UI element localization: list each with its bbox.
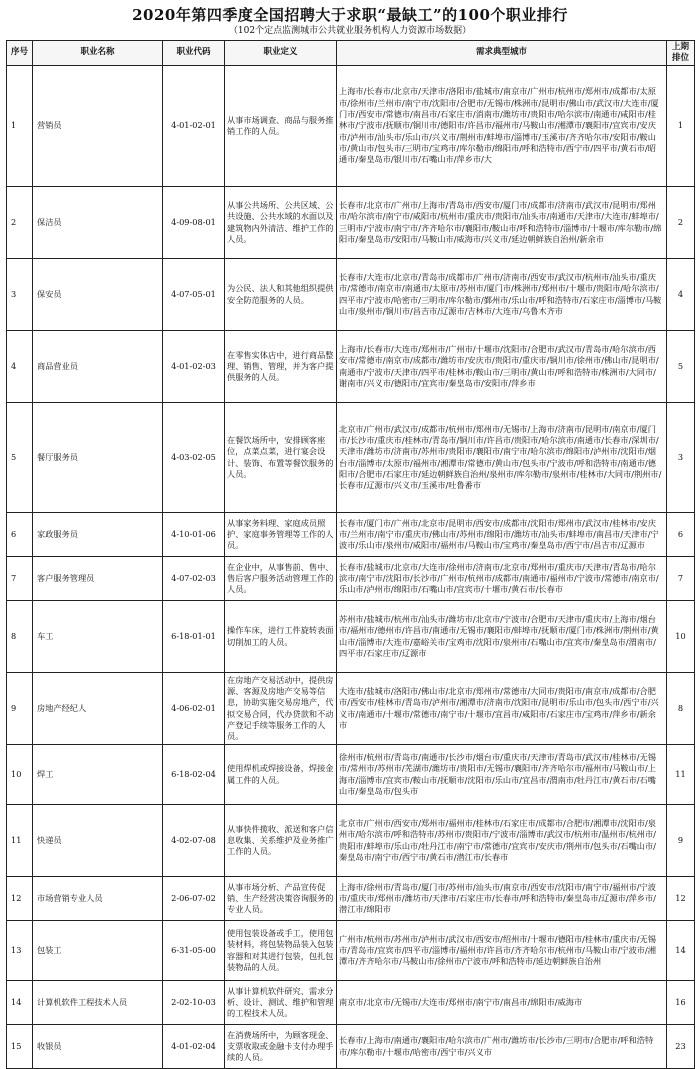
row-number: 9: [7, 673, 33, 745]
occupation-code: 6-18-02-04: [163, 745, 225, 805]
occupation-name: 收银员: [33, 1025, 163, 1069]
table-row: [7, 877, 695, 921]
previous-rank: 3: [667, 403, 695, 513]
typical-cities: 上海市/徐州市/青岛市/厦门市/苏州市/汕头市/南京市/西安市/沈阳市/南宁市/福州市/宁波市/重庆市/郑州市/潍坊市/天津市/石家庄市/长春市/呼和浩特市/秦皇岛市/辽源市/萍乡市/潜江市/绵阳市: [337, 877, 667, 921]
occupation-code: 4-01-02-01: [163, 66, 225, 187]
typical-cities: 上海市/长春市/大连市/郑州市/广州市/十堰市/沈阳市/合肥市/武汉市/青岛市/哈尔滨市/西安市/常德市/南京市/成都市/潍坊市/安庆市/贵阳市/重庆市/铜川市/徐州市/佛山市/昆明市/南通市/宁波市/天津市/四平市/桂林市/鞍山市/三明市/黄山市/呼和浩特市/株洲市/大同市/谢南市/兴义市/德阳市/宜宾市/秦皇岛市/安阳市/萍乡市: [337, 331, 667, 403]
table-row: [7, 1025, 695, 1069]
occupation-code: 4-07-05-01: [163, 259, 225, 331]
occupation-name: 房地产经纪人: [33, 673, 163, 745]
table-row: [7, 921, 695, 981]
typical-cities: 长春市/厦门市/广州市/北京市/昆明市/西安市/成都市/沈阳市/郑州市/武汉市/桂林市/安庆市/兰州市/南宁市/重庆市/佛山市/苏州市/绵阳市/潍坊市/汕头市/蚌埠市/南昌市/天津市/宁波市/乐山市/泉州市/咸阳市/福州市/马鞍山市/宝鸡市/秦皇岛市/西宁市/昌吉市/辽源市: [337, 513, 667, 557]
typical-cities: 大连市/盐城市/洛阳市/佛山市/北京市/郑州市/常德市/大同市/贵阳市/南京市/成都市/合肥市/西安市/桂林市/青岛市/泸州市/湘潭市/济南市/沈阳市/昆明市/乐山市/包头市/西宁市/兴义市/南通市/十堰市/常德市/南宁市/十堰市/宜昌市/咸阳市/石家庄市/宝鸡市/萍乡市/新余市: [337, 673, 667, 745]
previous-rank: 6: [667, 513, 695, 557]
typical-cities: 长春市/盐城市/北京市/大连市/徐州市/济南市/北京市/郑州市/重庆市/天津市/青岛市/哈尔滨市/南宁市/沈阳市/长沙市/广州市/杭州市/成都市/南通市/福州市/宁波市/常德市/南京市/乐山市/泸州市/绵阳市/石嘴山市/宜宾市/十堰市/黄石市/长春市: [337, 557, 667, 601]
ranking-table: [6, 40, 695, 1069]
page-title: 2020年第四季度全国招聘大于求职“最缺工”的100个职业排行: [132, 6, 568, 24]
occupation-definition: 从事快件揽收、派送和客户信息收集、关系维护及业务推广工作的人员。: [225, 805, 337, 877]
previous-rank: 2: [667, 187, 695, 259]
occupation-name: 焊工: [33, 745, 163, 805]
occupation-name: 商品营业员: [33, 331, 163, 403]
row-number: 11: [7, 805, 33, 877]
occupation-code: 6-18-01-01: [163, 601, 225, 673]
previous-rank: 9: [667, 805, 695, 877]
header-code: 职业代码: [163, 41, 225, 66]
table-row: [7, 981, 695, 1025]
occupation-name: 市场营销专业人员: [33, 877, 163, 921]
occupation-code: 4-07-02-03: [163, 557, 225, 601]
occupation-code: 4-01-02-03: [163, 331, 225, 403]
table-header-row: [7, 41, 695, 66]
occupation-definition: 在企业中，从事售前、售中、售后客户服务活动管理工作的人员。: [225, 557, 337, 601]
previous-rank: 5: [667, 331, 695, 403]
typical-cities: 北京市/广州市/武汉市/成都市/杭州市/郑州市/无锡市/上海市/济南市/昆明市/南京市/厦门市/长沙市/重庆市/桂林市/青岛市/铜川市/许昌市/贵阳市/哈尔滨市/南通市/长春市/深圳市/天津市/潍坊市/济南市/苏州市/贵阳市/襄阳市/南宁市/哈尔滨市/绵阳市/泸州市/沈阳市/烟台市/淄博市/太原市/福州市/湘潭市/常德市/黄山市/包头市/宁波市/呼和浩特市/南通市/德阳市/合肥市/石家庄市/延边朝鲜族自治州/泉州市/库尔勒市/泉州市/桂林市/大同市/荆州市/长春市/辽源市/兴义市/玉溪市/吐鲁番市: [337, 403, 667, 513]
header-name: 职业名称: [33, 41, 163, 66]
typical-cities: 广州市/杭州市/苏州市/泸州市/武汉市/西安市/绍州市/十堰市/德阳市/桂林市/重庆市/无锡市/青岛市/宜宾市/四平市/淄博市/福州市/许昌市/齐齐哈尔市/杭州市/马鞍山市/宁波市/湘潭市/齐齐哈尔市/马鞍山市/徐州市/宁波市/呼和浩特市/延边朝鲜族自治州: [337, 921, 667, 981]
occupation-definition: 在餐饮场所中，安排顾客座位，点菜点菜，进行宴会设计、装饰、布置等餐饮服务的人员。: [225, 403, 337, 513]
previous-rank: 14: [667, 921, 695, 981]
typical-cities: 长春市/北京市/广州市/上海市/青岛市/西安市/厦门市/成都市/济南市/武汉市/昆明市/郑州市/哈尔滨市/南宁市/咸阳市/杭州市/重庆市/贵阳市/汕头市/南通市/天津市/大连市/蚌埠市/三明市/宁波市/南宁市/齐齐哈尔市/襄阳市/鞍山市/呼和浩特市/淄博市/十堰市/库尔勒市/绵阳市/秦皇岛市/安阳市/马鞍山市/威海市/兴义市/延边朝鲜族自治州/新余市: [337, 187, 667, 259]
occupation-name: 包装工: [33, 921, 163, 981]
occupation-code: 6-31-05-00: [163, 921, 225, 981]
occupation-definition: 使用包装设备或手工，使用包装材料，将包装物品装入包装容器和对其进行包装，包扎包装物品的人员。: [225, 921, 337, 981]
row-number: 14: [7, 981, 33, 1025]
typical-cities: 北京市/广州市/西安市/郑州市/福州市/桂林市/石家庄市/成都市/合肥市/湘潭市/沈阳市/泉州市/哈尔滨市/呼和浩特市/苏州市/贵阳市/宁波市/淄博市/武汉市/杭州市/温州市/杭州市/贵阳市/蚌埠市/乐山市/牡丹江市/南宁市/常德市/宜宾市/安庆市/荆州市/包头市/石嘴山市/秦皇岛市/南宁市/西宁市/黄石市/潜江市/长春市: [337, 805, 667, 877]
row-number: 2: [7, 187, 33, 259]
occupation-definition: 在房地产交易活动中，提供房源、客源及房地产交易等信息，协助实施交易房地产，代拟交易合同，代办贷款和不动产登记手续等服务工作的人员。: [225, 673, 337, 745]
occupation-definition: 使用焊机或焊接设备，焊接金属工件的人员。: [225, 745, 337, 805]
row-number: 13: [7, 921, 33, 981]
table-row: [7, 187, 695, 259]
occupation-definition: 从事市场调查、商品与服务推销工作的人员。: [225, 66, 337, 187]
table-row: [7, 745, 695, 805]
previous-rank: 16: [667, 981, 695, 1025]
row-number: 7: [7, 557, 33, 601]
occupation-name: 快递员: [33, 805, 163, 877]
occupation-name: 客户服务管理员: [33, 557, 163, 601]
occupation-code: 4-09-08-01: [163, 187, 225, 259]
table-row: [7, 805, 695, 877]
previous-rank: 23: [667, 1025, 695, 1069]
occupation-name: 家政服务员: [33, 513, 163, 557]
occupation-definition: 在零售实体店中，进行商品整理、销售、管理，并为客户提供服务的人员。: [225, 331, 337, 403]
occupation-code: 4-06-02-01: [163, 673, 225, 745]
table-row: [7, 403, 695, 513]
row-number: 10: [7, 745, 33, 805]
row-number: 6: [7, 513, 33, 557]
occupation-definition: 从事公共场所、公共区域、公共设施、公共水域的水面以及建筑物内外清洁、维护工作的人员。: [225, 187, 337, 259]
occupation-code: 4-03-02-05: [163, 403, 225, 513]
previous-rank: 12: [667, 877, 695, 921]
typical-cities: 徐州市/杭州市/青岛市/南通市/长沙市/烟台市/重庆市/天津市/青岛市/武汉市/桂林市/无锡市/常州市/苏州市/芜湖市/潍坊市/贵阳市/无锡市/襄阳市/齐齐哈尔市/福州市/马鞍山市/上海市/淄博市/宜宾市/鞍山市/抚顺市/沈阳市/乐山市/宜昌市/渭南市/牡丹江市/黄石市/石嘴山市/秦皇岛市/包头市: [337, 745, 667, 805]
header-no: 序号: [7, 41, 33, 66]
typical-cities: 长春市/大连市/北京市/青岛市/成都市/广州市/济南市/西安市/武汉市/杭州市/汕头市/重庆市/常德市/南京市/南通市/太原市/苏州市/厦门市/株洲市/郑州市/十堰市/贵阳市/哈尔滨市/四平市/宁波市/哈密市/三明市/库尔勒市/鄞州市/乐山市/呼和浩特市/石家庄市/淄博市/马鞍山市/泉州市/铜川市/昌吉市/辽源市/吉林市/大连市/乌鲁木齐市: [337, 259, 667, 331]
occupation-definition: 为公民、法人和其他组织提供安全防范服务的人员。: [225, 259, 337, 331]
occupation-name: 车工: [33, 601, 163, 673]
occupation-name: 保洁员: [33, 187, 163, 259]
row-number: 12: [7, 877, 33, 921]
row-number: 5: [7, 403, 33, 513]
typical-cities: 南京市/北京市/无锡市/大连市/郑州市/南宁市/南昌市/绵阳市/威海市: [337, 981, 667, 1025]
previous-rank: 11: [667, 745, 695, 805]
occupation-definition: 操作车床，进行工件旋转表面切削加工的人员。: [225, 601, 337, 673]
table-row: [7, 673, 695, 745]
occupation-code: 4-01-02-04: [163, 1025, 225, 1069]
previous-rank: 1: [667, 66, 695, 187]
occupation-definition: 从事家务料理、家庭成员照护、家庭事务管理等工作的人员。: [225, 513, 337, 557]
previous-rank: 4: [667, 259, 695, 331]
row-number: 1: [7, 66, 33, 187]
previous-rank: 7: [667, 557, 695, 601]
occupation-name: 计算机软件工程技术人员: [33, 981, 163, 1025]
occupation-code: 2-06-07-02: [163, 877, 225, 921]
occupation-definition: 在消费场所中，为顾客现金、支票收取或金融卡支付办理手续的人员。: [225, 1025, 337, 1069]
table-row: [7, 557, 695, 601]
row-number: 4: [7, 331, 33, 403]
occupation-definition: 从事计算机软件研究、需求分析、设计、测试、维护和管理的工程技术人员。: [225, 981, 337, 1025]
table-row: [7, 331, 695, 403]
table-row: [7, 259, 695, 331]
occupation-code: 4-10-01-06: [163, 513, 225, 557]
page-subtitle: （102个定点监测城市公共就业服务机构人力资源市场数据）: [228, 26, 472, 36]
typical-cities: 长春市/上海市/南通市/襄阳市/哈尔滨市/广州市/潍坊市/长沙市/三明市/合肥市/呼和浩特市/库尔勒市/十堰市/哈密市/西宁市/兴义市: [337, 1025, 667, 1069]
previous-rank: 10: [667, 601, 695, 673]
occupation-name: 保安员: [33, 259, 163, 331]
header-definition: 职业定义: [225, 41, 337, 66]
table-row: [7, 601, 695, 673]
occupation-definition: 从事市场分析、产品宣传促销、生产经营决策咨询服务的专业人员。: [225, 877, 337, 921]
row-number: 3: [7, 259, 33, 331]
typical-cities: 上海市/长春市/北京市/天津市/洛阳市/盐城市/南京市/广州市/杭州市/郑州市/成都市/太原市/徐州市/兰州市/南宁市/沈阳市/合肥市/无锡市/株洲市/昆明市/佛山市/武汉市/大连市/厦门市/西安市/常德市/南昌市/石家庄市/消南市/潍坊市/贵阳市/哈尔滨市/南通市/咸阳市/桂林市/宁波市/抚顺市/铜川市/德阳市/许昌市/福州市/马鞍山市/湘潭市/襄阳市/宜宾市/安庆市/泸州市/汕头市/乐山市/兴义市/荆州市/蚌埠市/淄博市/玉溪市/齐齐哈尔市/安阳市/鞍山市/黄山市/包头市/三明市/宝鸡市/库尔勒市/绵阳市/呼和浩特市/西宁市/四平市/黄石市/昭通市/秦皇岛市/银川市/石嘴山市/萍乡市/大: [337, 66, 667, 187]
table-row: [7, 513, 695, 557]
occupation-code: 2-02-10-03: [163, 981, 225, 1025]
header-rank: 上期排位: [667, 41, 695, 66]
row-number: 15: [7, 1025, 33, 1069]
typical-cities: 苏州市/盐城市/杭州市/汕头市/潍坊市/北京市/宁波市/合肥市/天津市/重庆市/上海市/烟台市/福州市/德州市/许昌市/南通市/无锡市/襄阳市/蚌埠市/抚顺市/厦门市/株洲市/荆州市/黄山市/淄博市/大连市/嘉峪关市/宝鸡市/沈阳市/泉州市/石嘴山市/宜宾市/秦皇岛市/渭南市/四平市/石家庄市/辽源市: [337, 601, 667, 673]
previous-rank: 8: [667, 673, 695, 745]
occupation-code: 4-02-07-08: [163, 805, 225, 877]
occupation-name: 餐厅服务员: [33, 403, 163, 513]
occupation-name: 营销员: [33, 66, 163, 187]
table-row: [7, 66, 695, 187]
row-number: 8: [7, 601, 33, 673]
header-cities: 需求典型城市: [337, 41, 667, 66]
